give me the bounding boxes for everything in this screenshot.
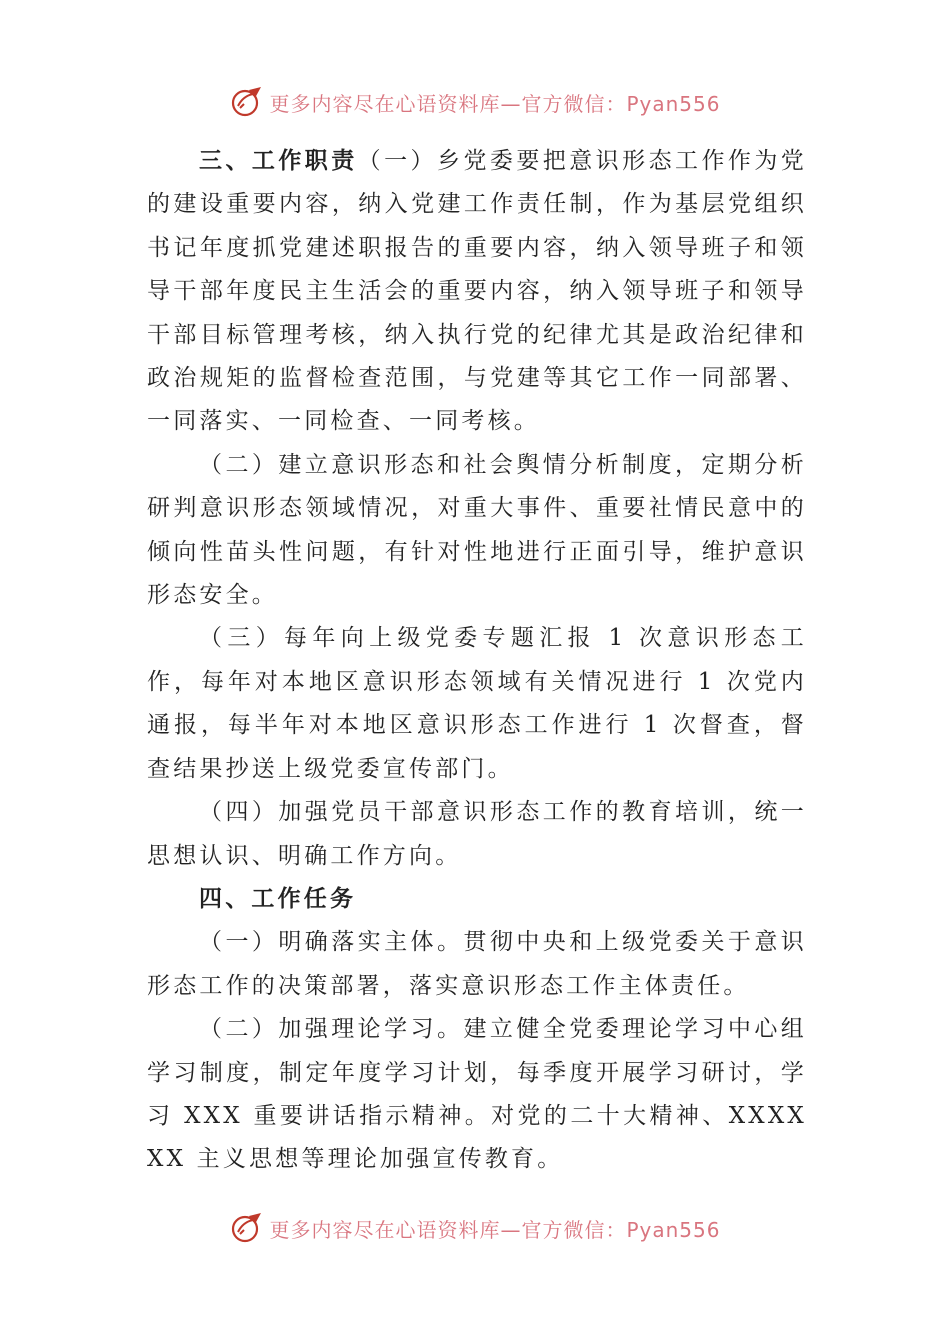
section3-paragraph1 <box>147 140 807 444</box>
section3-paragraph2: （二）建立意识形态和社会舆情分析制度，定期分析研判意识形态领域情况，对重大事件、重要社情民意中的倾向性苗头性问题，有针对性地进行正面引导，维护意识形态安全。 <box>147 451 807 609</box>
section4-paragraph2: （二）加强理论学习。建立健全党委理论学习中心组学习制度，制定年度学习计划，每季度开展学习研讨，学习 XXX 重要讲话指示精神。对党的二十大精神、XXXXXX 主义思想等理论加强宣传教育。 <box>147 1016 807 1173</box>
section4-heading: 四、工作任务 <box>199 885 357 912</box>
section3-paragraph3: （三）每年向上级党委专题汇报 1 次意识形态工作，每年对本地区意识形态领域有关情况进行 1 次党内通报，每半年对本地区意识形态工作进行 1 次督查，督查结果抄送上级党委宣传部门。 <box>147 625 807 782</box>
pen-circle-logo-icon <box>229 84 265 120</box>
watermark-footer <box>0 1208 950 1248</box>
watermark-text: 更多内容尽在心语资料库—官方微信：Pyan556 <box>269 1217 721 1242</box>
watermark-text: 更多内容尽在心语资料库—官方微信：Pyan556 <box>269 91 721 116</box>
pen-circle-logo-icon <box>229 1210 265 1246</box>
document-body <box>147 140 807 1182</box>
section3-paragraph4: （四）加强党员干部意识形态工作的教育培训，统一思想认识、明确工作方向。 <box>147 799 807 869</box>
section3-heading: 三、工作职责 <box>199 148 358 174</box>
section4-paragraph1: （一）明确落实主体。贯彻中央和上级党委关于意识形态工作的决策部署，落实意识形态工作主体责任。 <box>147 929 807 999</box>
section3-paragraph1-text: （一）乡党委要把意识形态工作作为党的建设重要内容，纳入党建工作责任制，作为基层党组织书记年度抓党建述职报告的重要内容，纳入领导班子和领导干部年度民主生活会的重要内容，纳入领导班子和领导干部目标管理考核，纳入执行党的纪律尤其是政治纪律和政治规矩的监督检查范围，与党建等其它工作一同部署、一同落实、一同检查、一同考核。 <box>147 148 807 435</box>
watermark-header <box>0 82 950 122</box>
